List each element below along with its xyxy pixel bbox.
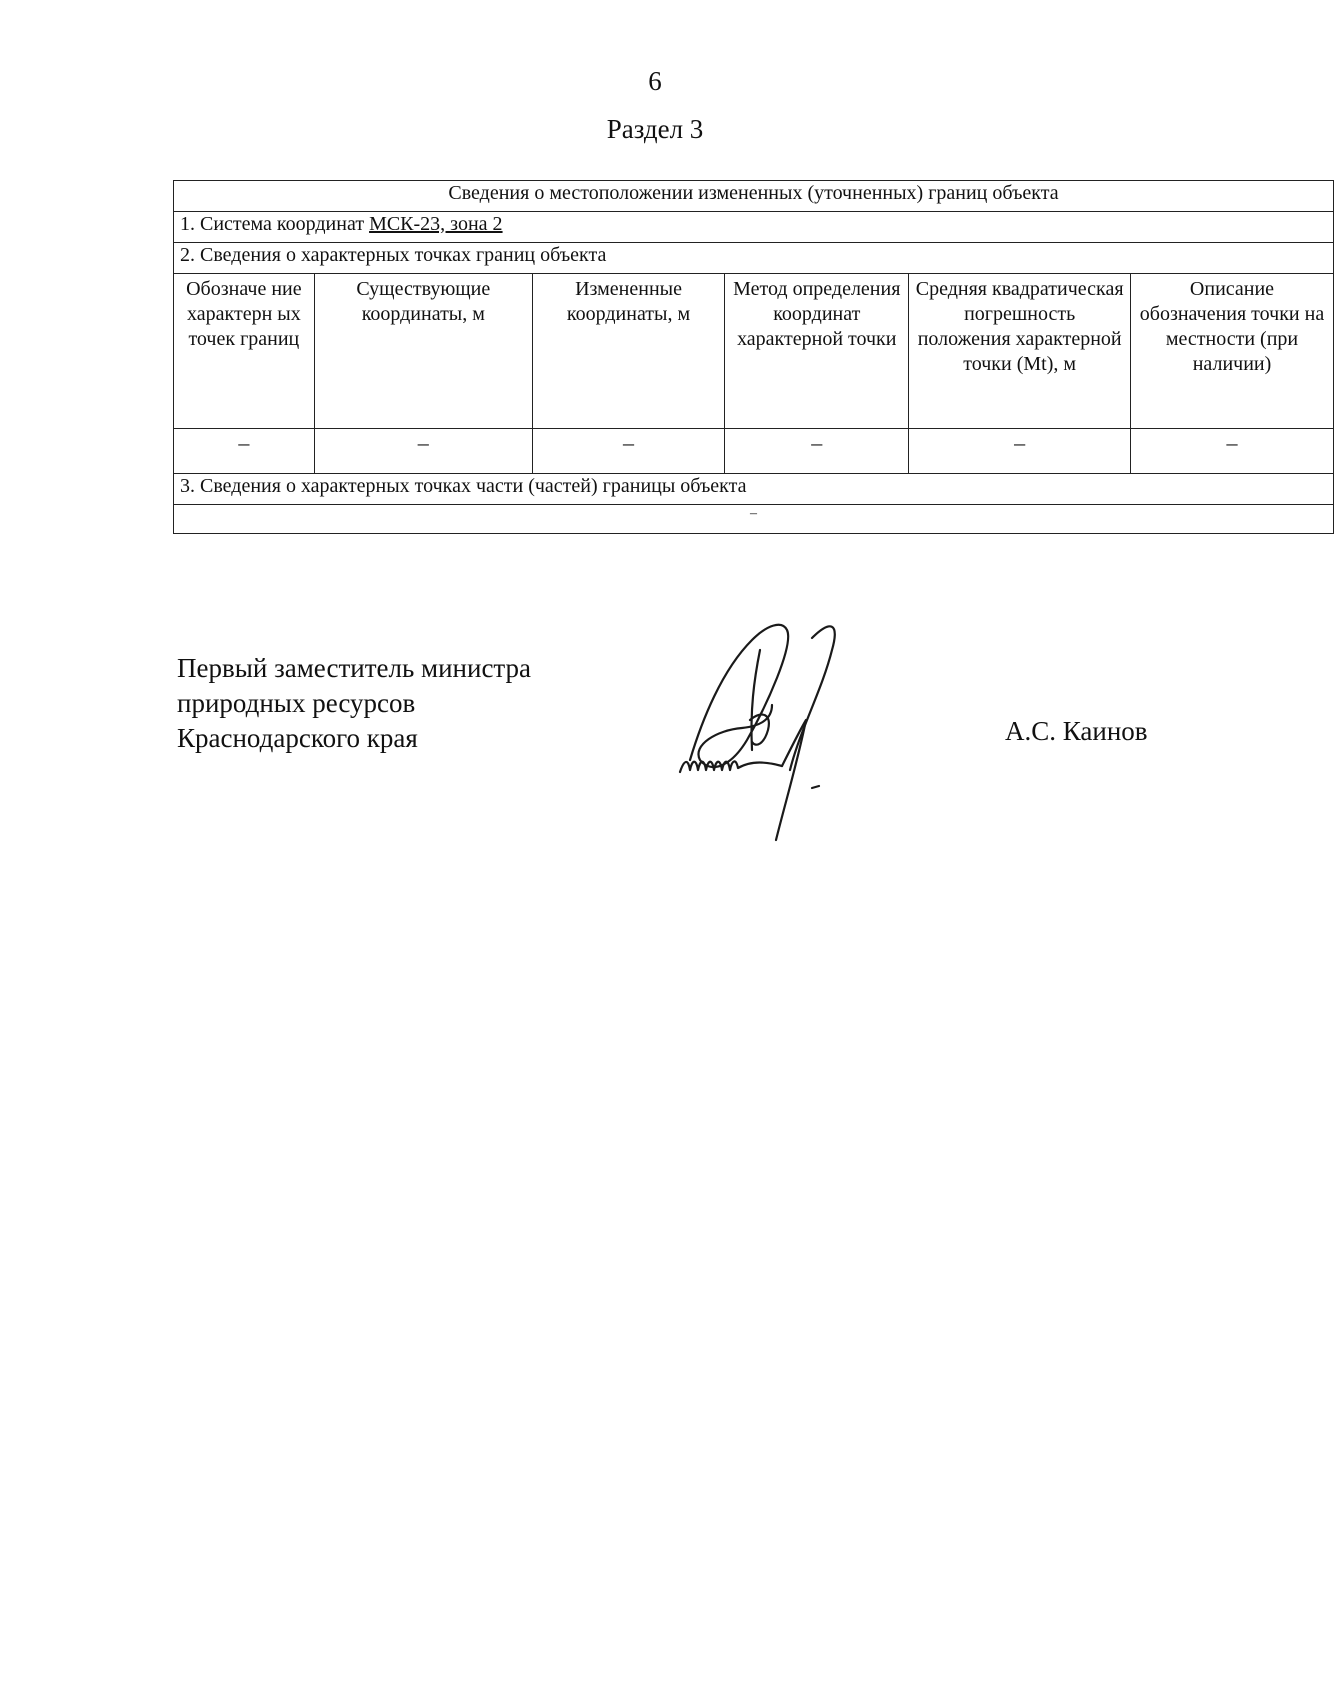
table-cell: –	[314, 429, 532, 474]
signer-name: А.С. Каинов	[1005, 716, 1148, 746]
handwritten-signature	[672, 610, 902, 850]
coordinate-system-row	[174, 212, 1334, 243]
column-header-changed-coordinates: Измененные координаты, м	[532, 274, 724, 429]
signer-position-line: Краснодарского края	[177, 723, 418, 753]
column-header-description: Описание обозначения точки на местности (при наличии)	[1130, 274, 1333, 429]
coordinate-system-value: МСК-23, зона 2	[369, 213, 503, 235]
table-cell: –	[532, 429, 724, 474]
signer-position	[177, 651, 531, 756]
signer-position-line: природных ресурсов	[177, 688, 416, 718]
column-header-existing-coordinates: Существующие координаты, м	[314, 274, 532, 429]
signer-position-line: Первый заместитель министра	[177, 653, 532, 683]
table-row	[174, 429, 1334, 474]
column-header-method: Метод определения координат характерной точки	[725, 274, 909, 429]
table-cell: –	[725, 429, 909, 474]
column-header-mean-error: Средняя квадратическая погрешность положения характерной точки (Mt), м	[909, 274, 1131, 429]
table-cell: –	[909, 429, 1131, 474]
parts-heading: 3. Сведения о характерных точках части (частей) границы объекта	[174, 474, 1334, 505]
table-title: Сведения о местоположении измененных (уточненных) границ объекта	[174, 181, 1334, 212]
column-header-point-designation: Обозначе ние характерн ых точек границ	[174, 274, 315, 429]
section-title: Раздел 3	[606, 114, 704, 144]
table-cell: –	[174, 429, 315, 474]
table-cell: –	[1130, 429, 1333, 474]
page-number: 6	[648, 66, 662, 96]
boundary-info-table	[173, 180, 1334, 534]
coordinate-system-label: 1. Система координат	[180, 213, 370, 235]
points-heading: 2. Сведения о характерных точках границ объекта	[174, 243, 1334, 274]
parts-value: –	[174, 505, 1334, 534]
